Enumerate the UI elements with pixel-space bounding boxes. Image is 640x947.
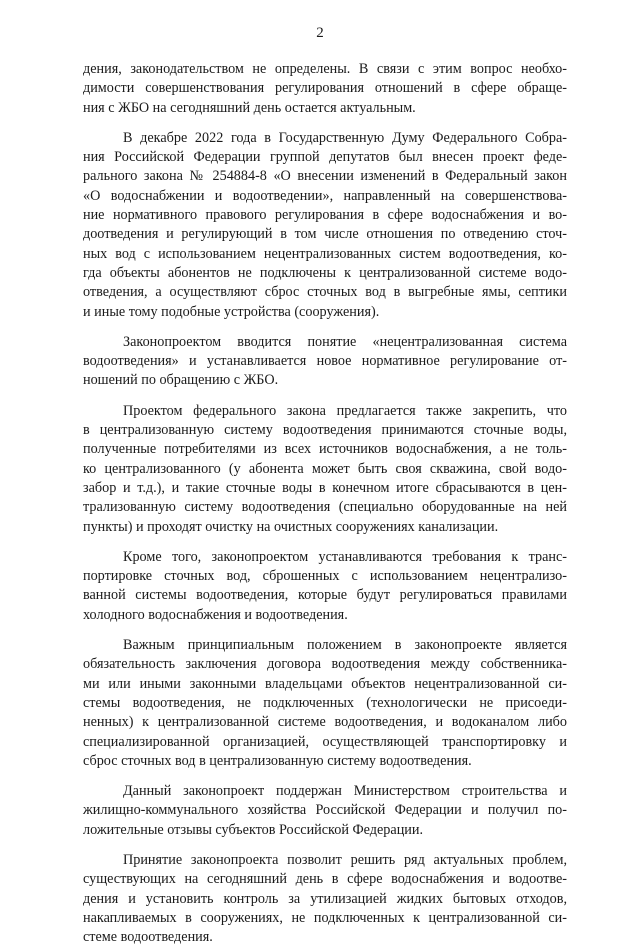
text-line: «О водоснабжении и водоотведении», направленный на совершенствова-: [83, 187, 567, 204]
paragraph-gap: [83, 625, 567, 636]
text-line: отведения, а осуществляют сброс сточных вод в выгребные ямы, септики: [83, 284, 567, 301]
paragraph-gap: [83, 322, 567, 333]
paragraph: [83, 851, 567, 947]
paragraph: [83, 782, 567, 840]
text-line: В декабре 2022 года в Государственную Думу Федерального Собра-: [123, 129, 567, 146]
paragraph-gap: [83, 537, 567, 548]
text-line: ко централизованного (у абонента может быть своя скважина, свой водо-: [83, 460, 567, 477]
text-line: ния с ЖБО на сегодняшний день остается актуальным.: [83, 99, 416, 116]
text-line: трализованную систему водоотведения (специально оборудованные на ней: [83, 499, 567, 516]
text-line: Кроме того, законопроектом устанавливаются требования к транс-: [123, 548, 567, 565]
text-line: водоотведения» и устанавливается новое нормативное регулирование от-: [83, 353, 567, 370]
text-line: рального закона № 254884-8 «О внесении изменений в Федеральный закон: [83, 168, 567, 185]
text-line: существующих на сегодняшний день в сфере водоснабжения и водоотве-: [83, 871, 567, 888]
text-line: в централизованную систему водоотведения принимаются сточные воды,: [83, 422, 567, 439]
text-line: и иные тому подобные устройства (сооружения).: [83, 303, 380, 320]
text-line: Данный законопроект поддержан Министерством строительства и: [123, 783, 567, 800]
text-line: стемы водоотведения, не подключенных (технологически не присоеди-: [83, 694, 567, 711]
text-line: специализированной организацией, осуществляющей транспортировку и: [83, 733, 567, 750]
paragraph: [83, 333, 567, 391]
text-line: пункты) и проходят очистку на очистных сооружениях канализации.: [83, 518, 499, 535]
text-line: сброс сточных вод в централизованную систему водоотведения.: [83, 752, 472, 769]
text-line: дения, законодательством не определены. В связи с этим вопрос необхо-: [83, 61, 567, 77]
text-line: доотведения и регулирующий в том числе отношения по отведению сточ-: [83, 226, 567, 243]
text-line: ванной системы водоотведения, которые будут регулироваться правилами: [83, 587, 567, 604]
text-line: ных вод с использованием нецентрализованных систем водоотведения, ко-: [83, 245, 567, 262]
text-line: гда объекты абонентов не подключены к централизованной системе водо-: [83, 264, 567, 281]
text-line: димости совершенствования регулирования отношений в сфере обраще-: [83, 80, 567, 97]
text-line: ношений по обращению с ЖБО.: [83, 372, 279, 389]
paragraph: [83, 636, 567, 771]
paragraph-gap: [83, 118, 567, 129]
text-line: Проектом федерального закона предлагается также закрепить, что: [123, 402, 567, 419]
text-line: ния Российской Федерации группой депутатов был внесен проект феде-: [83, 149, 567, 166]
text-line: ложительные отзывы субъектов Российской Федерации.: [83, 821, 424, 838]
page-number: 2: [316, 25, 324, 41]
text-line: Принятие законопроекта позволит решить ряд актуальных проблем,: [123, 851, 567, 868]
text-line: забор и т.д.), и такие сточные воды в конечном итоге сбрасываются в цен-: [83, 479, 567, 496]
paragraph: [83, 60, 567, 118]
text-line: Законопроектом вводится понятие «нецентрализованная система: [123, 333, 567, 350]
text-line: холодного водоснабжения и водоотведения.: [83, 606, 348, 623]
paragraph-gap: [83, 391, 567, 402]
document-body: [83, 60, 567, 947]
paragraph: [83, 402, 567, 537]
text-line: портировке сточных вод, сброшенных с использованием нецентрализо-: [83, 568, 567, 585]
paragraph-gap: [83, 771, 567, 782]
paragraph: [83, 129, 567, 322]
paragraph: [83, 548, 567, 625]
text-line: накапливаемых в сооружениях, не подключенных к централизованной си-: [83, 909, 567, 926]
text-line: обязательность заключения договора водоотведения между собственника-: [83, 656, 567, 673]
text-line: ние нормативного правового регулирования в сфере водоснабжения и во-: [83, 207, 567, 224]
text-line: стеме водоотведения.: [83, 929, 213, 946]
text-line: дения и установить контроль за утилизацией жидких бытовых отходов,: [83, 890, 567, 907]
text-line: ненных) к централизованной системе водоотведения, и водоканалом либо: [83, 714, 567, 731]
text-line: полученные потребителями из всех источников водоснабжения, а не толь-: [83, 441, 567, 458]
paragraph-gap: [83, 840, 567, 851]
text-line: жилищно-коммунального хозяйства Российской Федерации и получил по-: [83, 802, 567, 819]
text-line: ми или иными законными владельцами объектов нецентрализованной си-: [83, 675, 567, 692]
text-line: Важным принципиальным положением в законопроекте является: [123, 637, 567, 654]
